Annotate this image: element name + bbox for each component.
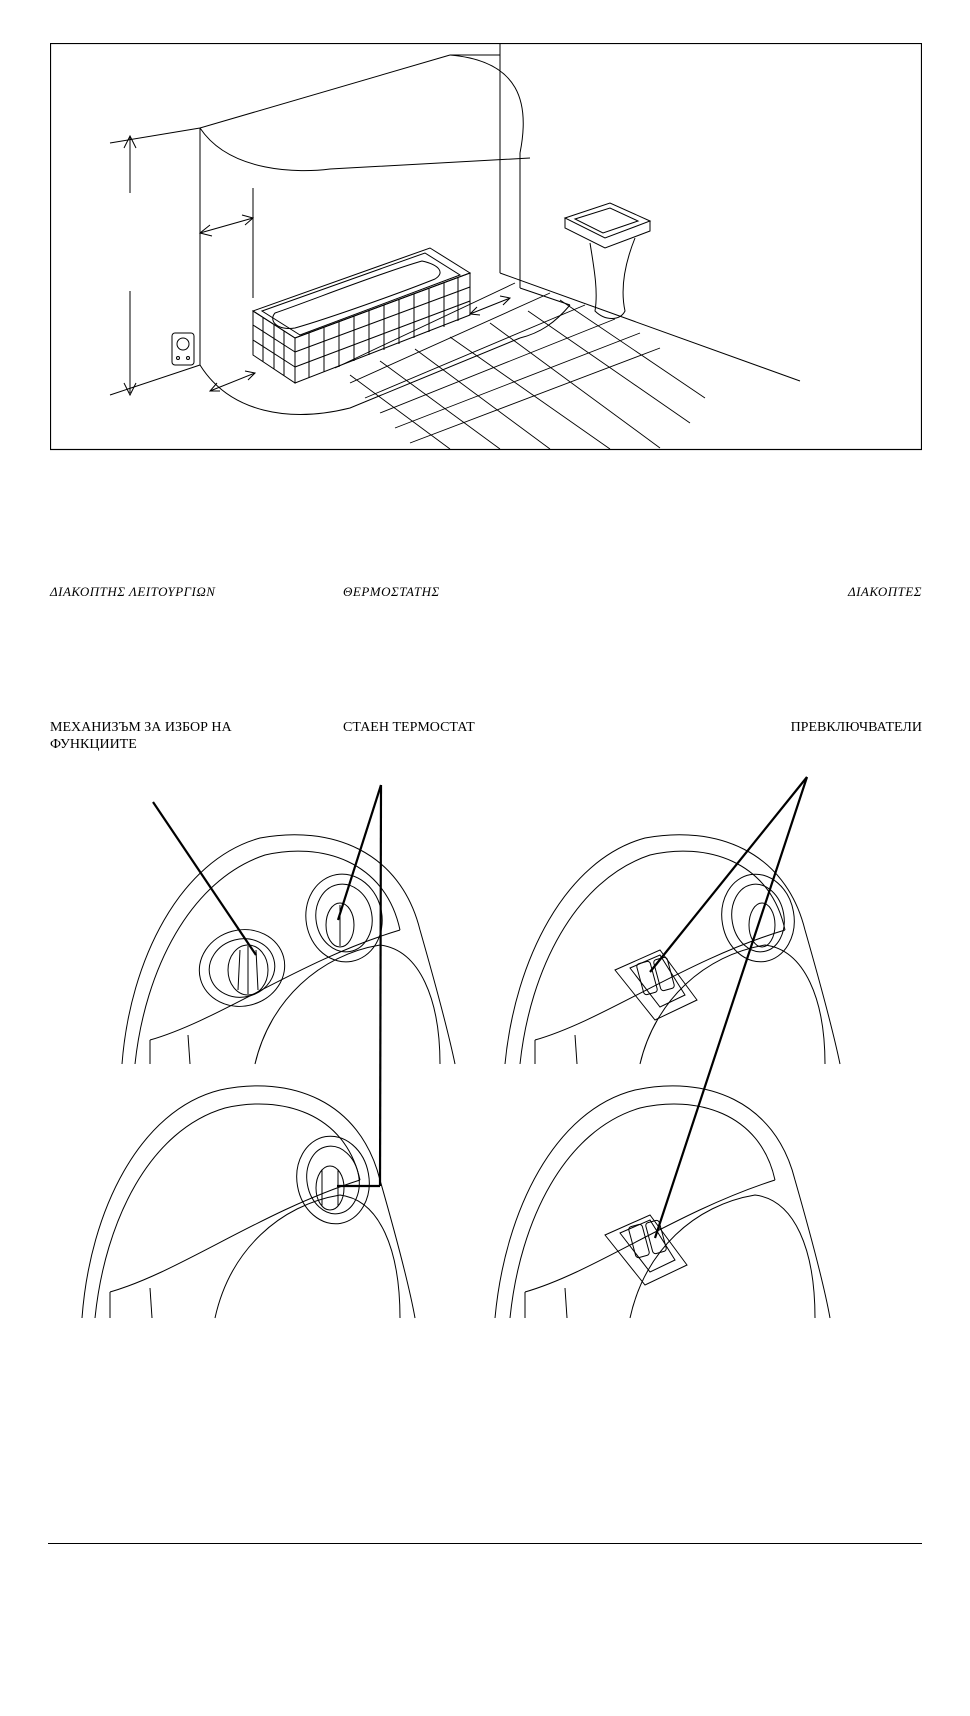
greek-label-switches: ΔΙΑΚΟΠΤΕΣ xyxy=(847,584,922,599)
label-switches: ПРЕВКЛЮЧВАТЕЛИ xyxy=(790,720,922,735)
heater-bottom-left-icon xyxy=(82,1086,415,1318)
greek-label-function-switch: ΔΙΑΚΟΠΤΗΣ ΛΕΙΤΟΥΡΓΙΩΝ xyxy=(50,584,216,599)
label-room-thermostat: СТАЕН ТЕРМОСТАТ xyxy=(343,720,475,735)
heater-top-right-icon xyxy=(505,835,840,1064)
greek-label-thermostat: ΘΕΡΜΟΣΤΑΤΗΣ xyxy=(343,584,440,599)
heater-top-left-icon xyxy=(122,835,455,1064)
footer-rule xyxy=(48,1543,922,1544)
heater-bottom-right-icon xyxy=(495,1086,830,1318)
label-function-selector: МЕХАНИЗЪМ ЗА ИЗБОР НА ФУНКЦИИТЕ xyxy=(50,720,232,752)
leader-lines xyxy=(153,777,807,1238)
